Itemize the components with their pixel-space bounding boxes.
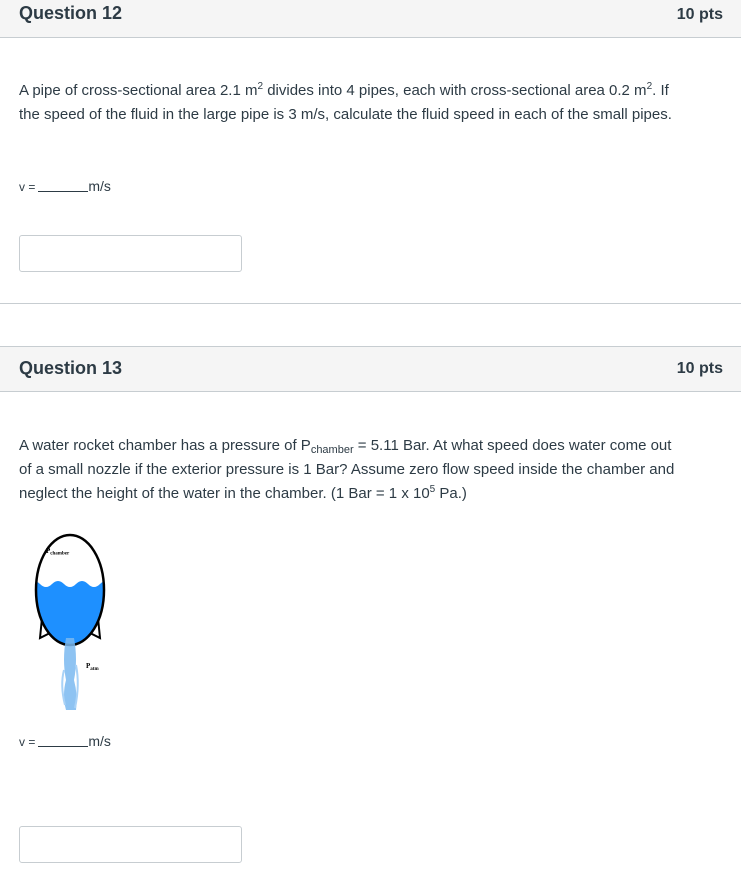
velocity-blank bbox=[38, 734, 88, 747]
water-jet bbox=[64, 638, 77, 710]
question-divider bbox=[0, 303, 741, 304]
question-13-header bbox=[0, 346, 741, 392]
question-13-points: 10 pts bbox=[676, 360, 723, 377]
velocity-blank bbox=[38, 179, 88, 192]
question-13-line-2: of a small nozzle if the exterior pressure is 1 Bar? Assume zero flow speed inside the chamber and bbox=[19, 461, 675, 478]
question-12-line-1: A pipe of cross-sectional area 2.1 $m^2$ divides into 4 pipes, each with cross-sectional area 0.2 $m^2$. If bbox=[19, 81, 669, 99]
question-12-text bbox=[19, 79, 719, 127]
question-12-answer-input[interactable] bbox=[19, 235, 242, 272]
p-chamber-label: $P_{chamber}$ bbox=[46, 547, 70, 557]
question-12-velocity-line bbox=[19, 178, 111, 194]
velocity-label: v = bbox=[19, 180, 36, 194]
question-12-header bbox=[0, 0, 741, 38]
question-13-title: Question 13 bbox=[19, 358, 123, 378]
velocity-unit: m/s bbox=[88, 178, 111, 194]
question-13-answer-input[interactable] bbox=[19, 826, 242, 863]
p-atm-label: $P_{atm}$ bbox=[86, 662, 99, 672]
question-13-line-1: A water rocket chamber has a pressure of $P_{chamber} = 5.11$ Bar. At what speed does water come out bbox=[19, 437, 672, 456]
question-12-line-2: the speed of the fluid in the large pipe is 3 m/s, calculate the fluid speed in each of the small pipes. bbox=[19, 106, 672, 123]
velocity-unit: m/s bbox=[88, 733, 111, 749]
water-rocket-diagram bbox=[28, 520, 128, 720]
question-13-text bbox=[19, 434, 719, 506]
question-13-line-3: neglect the height of the water in the chamber. (1 Bar = 1 x $10^5$ Pa.) bbox=[19, 484, 467, 502]
question-12-title: Question 12 bbox=[19, 3, 123, 23]
question-13-velocity-line bbox=[19, 733, 111, 749]
question-12-points: 10 pts bbox=[676, 6, 723, 23]
velocity-label: v = bbox=[19, 735, 36, 749]
